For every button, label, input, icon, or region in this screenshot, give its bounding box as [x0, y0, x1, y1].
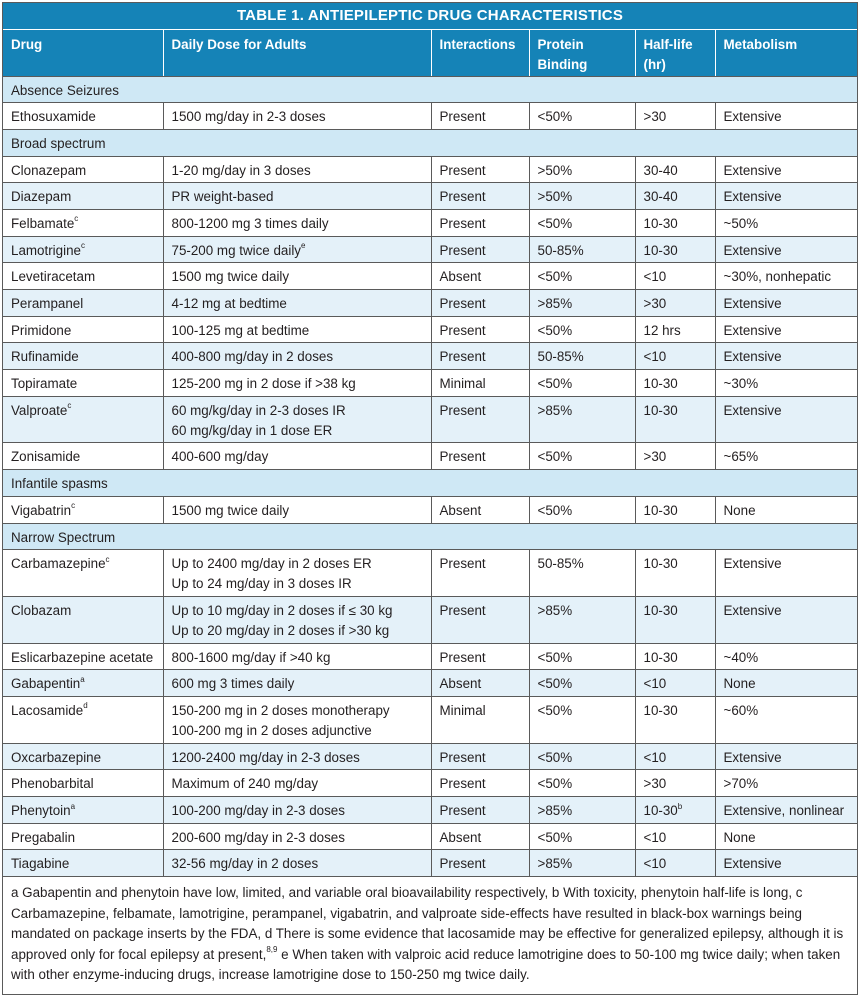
drug-cell	[3, 797, 163, 824]
column-header: Protein Binding	[529, 30, 635, 76]
half-life-value: 10-30	[643, 376, 678, 392]
dose-text: 600 mg 3 times daily	[171, 676, 295, 692]
interactions-cell: Present	[431, 290, 529, 317]
protein-binding-cell: 50-85%	[529, 343, 635, 370]
dose-footnote-marker: e	[301, 241, 306, 251]
metabolism-cell: None	[715, 496, 857, 523]
protein-binding-cell: <50%	[529, 443, 635, 470]
half-life-cell	[635, 370, 715, 397]
category-label: Narrow Spectrum	[3, 523, 857, 550]
half-life-cell	[635, 797, 715, 824]
table-row	[3, 183, 857, 210]
drug-name: Ethosuxamide	[11, 109, 96, 125]
drug-cell	[3, 550, 163, 597]
protein-binding-cell: <50%	[529, 670, 635, 697]
drug-name: Carbamazepine	[11, 556, 106, 572]
dose-cell	[163, 670, 431, 697]
dose-text: 1500 mg/day in 2-3 doses	[171, 109, 326, 125]
interactions-cell: Absent	[431, 670, 529, 697]
protein-binding-cell: <50%	[529, 496, 635, 523]
table-row	[3, 550, 857, 597]
dose-cell	[163, 183, 431, 210]
protein-binding-cell: <50%	[529, 643, 635, 670]
drug-name: Vigabatrin	[11, 502, 72, 518]
dose-text: Maximum of 240 mg/day	[171, 776, 319, 792]
protein-binding-cell: >85%	[529, 396, 635, 443]
half-life-cell	[635, 596, 715, 643]
dose-cell	[163, 396, 431, 443]
metabolism-cell: Extensive	[715, 596, 857, 643]
column-header: Drug	[3, 30, 163, 76]
half-life-value: 10-30	[643, 215, 678, 231]
half-life-cell	[635, 209, 715, 236]
half-life-value: <10	[643, 829, 667, 845]
drug-name: Rufinamide	[11, 349, 79, 365]
metabolism-cell: None	[715, 823, 857, 850]
metabolism-cell: None	[715, 670, 857, 697]
half-life-value: <10	[643, 349, 667, 365]
metabolism-cell: Extensive	[715, 236, 857, 263]
header-row	[3, 30, 857, 76]
protein-binding-cell: <50%	[529, 103, 635, 130]
metabolism-cell: ~40%	[715, 643, 857, 670]
protein-binding-cell: <50%	[529, 770, 635, 797]
half-life-value: >30	[643, 109, 667, 125]
drug-name: Perampanel	[11, 296, 84, 311]
dose-cell	[163, 443, 431, 470]
dose-text: 32-56 mg/day in 2 doses	[171, 856, 319, 872]
interactions-cell: Present	[431, 236, 529, 263]
half-life-value: >30	[643, 296, 667, 311]
dose-line	[172, 267, 431, 287]
drug-cell	[3, 596, 163, 643]
interactions-cell: Absent	[431, 496, 529, 523]
half-life-cell	[635, 316, 715, 343]
drug-cell	[3, 156, 163, 183]
half-life-cell	[635, 670, 715, 697]
drug-cell	[3, 263, 163, 290]
table-row	[3, 290, 857, 317]
protein-binding-cell: <50%	[529, 370, 635, 397]
dose-line	[172, 854, 431, 874]
table-body	[3, 76, 857, 877]
dose-text: 4-12 mg at bedtime	[171, 296, 287, 311]
dose-line	[172, 294, 431, 314]
drug-name: Pregabalin	[11, 829, 76, 845]
footnote-reference: 8,9	[266, 945, 278, 955]
dose-text: 1500 mg twice daily	[171, 269, 290, 285]
dose-text: 75-200 mg twice daily	[171, 242, 302, 258]
half-life-value: <10	[643, 269, 667, 285]
half-life-cell	[635, 696, 715, 743]
dose-line	[172, 374, 431, 394]
dose-cell	[163, 290, 431, 317]
interactions-cell: Minimal	[431, 370, 529, 397]
dose-line	[172, 107, 431, 127]
interactions-cell: Present	[431, 550, 529, 597]
table-row	[3, 209, 857, 236]
half-life-value: 10-30	[643, 702, 678, 718]
dose-line	[172, 674, 431, 694]
drug-cell	[3, 343, 163, 370]
drug-cell	[3, 370, 163, 397]
half-life-cell	[635, 743, 715, 770]
dose-cell	[163, 743, 431, 770]
protein-binding-cell: 50-85%	[529, 550, 635, 597]
table-row	[3, 743, 857, 770]
interactions-cell: Present	[431, 209, 529, 236]
protein-binding-cell: <50%	[529, 823, 635, 850]
half-life-cell	[635, 183, 715, 210]
drug-name: Felbamate	[11, 215, 75, 231]
dose-line	[172, 621, 431, 641]
drug-name: Clonazepam	[11, 162, 87, 178]
drug-footnote-marker: c	[105, 554, 110, 564]
half-life-value: 10-30	[643, 502, 678, 518]
dose-cell	[163, 103, 431, 130]
interactions-cell: Absent	[431, 823, 529, 850]
half-life-value: <10	[643, 856, 667, 872]
half-life-value: 10-30	[643, 556, 678, 572]
half-life-cell	[635, 823, 715, 850]
dose-text: PR weight-based	[171, 189, 274, 205]
metabolism-cell: Extensive	[715, 290, 857, 317]
metabolism-cell: ~30%	[715, 370, 857, 397]
category-row	[3, 76, 857, 103]
metabolism-cell: ~50%	[715, 209, 857, 236]
drug-name: Valproate	[11, 402, 68, 418]
dose-line	[172, 648, 431, 668]
half-life-cell	[635, 770, 715, 797]
dose-text: 125-200 mg in 2 dose if >38 kg	[171, 376, 356, 392]
drug-footnote-marker: c	[67, 401, 72, 411]
half-life-cell	[635, 290, 715, 317]
half-life-cell	[635, 550, 715, 597]
drug-name: Phenytoin	[11, 803, 71, 818]
protein-binding-cell: <50%	[529, 263, 635, 290]
dose-text: 100-200 mg in 2 doses adjunctive	[171, 722, 372, 738]
dose-line	[172, 801, 431, 821]
table-row	[3, 263, 857, 290]
drug-cell	[3, 236, 163, 263]
interactions-cell: Present	[431, 643, 529, 670]
drug-cell	[3, 823, 163, 850]
half-life-cell	[635, 236, 715, 263]
drug-cell	[3, 743, 163, 770]
half-life-value: >30	[643, 449, 667, 465]
dose-line	[172, 321, 431, 341]
drug-cell	[3, 103, 163, 130]
table-row	[3, 443, 857, 470]
metabolism-cell: Extensive	[715, 396, 857, 443]
drug-name: Tiagabine	[11, 856, 70, 872]
drug-name: Phenobarbital	[11, 776, 94, 792]
half-life-cell	[635, 343, 715, 370]
dose-text: 400-800 mg/day in 2 doses	[171, 349, 334, 365]
column-header: Metabolism	[715, 30, 857, 76]
dose-line	[172, 501, 431, 521]
dose-text: 1500 mg twice daily	[171, 502, 290, 518]
metabolism-cell: Extensive	[715, 103, 857, 130]
dose-cell	[163, 496, 431, 523]
table-row	[3, 596, 857, 643]
drug-cell	[3, 496, 163, 523]
dose-line	[172, 214, 431, 234]
protein-binding-cell: >50%	[529, 183, 635, 210]
dose-text: Up to 24 mg/day in 3 doses IR	[171, 576, 352, 592]
metabolism-cell: Extensive	[715, 316, 857, 343]
column-header: Half-life (hr)	[635, 30, 715, 76]
dose-cell	[163, 770, 431, 797]
table-row	[3, 770, 857, 797]
drug-cell	[3, 443, 163, 470]
half-life-value: 10-30	[643, 402, 678, 418]
dose-text: 100-200 mg/day in 2-3 doses	[171, 803, 345, 818]
half-life-cell	[635, 396, 715, 443]
drug-table-figure	[2, 2, 858, 995]
footnotes	[3, 877, 857, 986]
interactions-cell: Present	[431, 743, 529, 770]
dose-cell	[163, 263, 431, 290]
dose-line	[172, 421, 431, 441]
drug-footnote-marker: c	[74, 214, 79, 224]
dose-line	[172, 828, 431, 848]
dose-line	[172, 241, 431, 261]
drug-footnote-marker: d	[83, 701, 88, 711]
footnote-text: a Gabapentin and phenytoin have low, limited, and variable oral bioavailability respectively, b With toxicity, phenytoin half-life is long, c Carbamazepine, felbamate, lamotrigine, perampanel, vigabatrin, and valproate side-effects have resulted in black-box warnings being mandated on package inserts by the FDA, d There is some evidence that lacosamide may be effective for generalized epilepsy, although it is approved only for focal epilepsy at present,	[11, 885, 844, 962]
dose-cell	[163, 643, 431, 670]
drug-cell	[3, 396, 163, 443]
interactions-cell: Present	[431, 156, 529, 183]
table-row	[3, 696, 857, 743]
dose-text: 60 mg/kg/day in 1 dose ER	[171, 422, 333, 438]
dose-text: 150-200 mg in 2 doses monotherapy	[171, 702, 390, 718]
dose-line	[172, 574, 431, 594]
metabolism-cell: Extensive	[715, 343, 857, 370]
dose-cell	[163, 850, 431, 877]
dose-text: 800-1600 mg/day if >40 kg	[171, 649, 331, 665]
dose-text: 60 mg/kg/day in 2-3 doses IR	[171, 402, 346, 418]
metabolism-cell: Extensive	[715, 743, 857, 770]
dose-line	[172, 447, 431, 467]
metabolism-cell: >70%	[715, 770, 857, 797]
metabolism-cell: Extensive	[715, 183, 857, 210]
dose-line	[172, 748, 431, 768]
interactions-cell: Present	[431, 596, 529, 643]
half-life-value: 30-40	[643, 189, 678, 205]
drug-name: Eslicarbazepine acetate	[11, 649, 154, 665]
dose-line	[172, 601, 431, 621]
table-row	[3, 396, 857, 443]
interactions-cell: Present	[431, 770, 529, 797]
dose-cell	[163, 156, 431, 183]
half-life-value: 10-30	[643, 649, 678, 665]
metabolism-cell: Extensive, nonlinear	[715, 797, 857, 824]
protein-binding-cell: >85%	[529, 797, 635, 824]
dose-text: 100-125 mg at bedtime	[171, 322, 310, 338]
dose-line	[172, 701, 431, 721]
category-label: Absence Seizures	[3, 76, 857, 103]
drug-cell	[3, 290, 163, 317]
half-life-cell	[635, 850, 715, 877]
table-row	[3, 103, 857, 130]
table-row	[3, 236, 857, 263]
table-row	[3, 316, 857, 343]
drug-name: Gabapentin	[11, 676, 81, 692]
interactions-cell: Present	[431, 396, 529, 443]
table-row	[3, 850, 857, 877]
dose-cell	[163, 236, 431, 263]
protein-binding-cell: 50-85%	[529, 236, 635, 263]
interactions-cell: Present	[431, 183, 529, 210]
dose-line	[172, 161, 431, 181]
dose-text: 200-600 mg/day in 2-3 doses	[171, 829, 345, 845]
interactions-cell: Present	[431, 103, 529, 130]
drug-footnote-marker: c	[71, 501, 76, 511]
half-life-value: 12 hrs	[643, 322, 681, 338]
dose-cell	[163, 316, 431, 343]
column-header: Daily Dose for Adults	[163, 30, 431, 76]
half-life-value: >30	[643, 776, 667, 792]
footnote-text-continued: e When taken with valproic acid reduce lamotrigine does to 50-100 mg twice daily; when taken with other enzyme-inducing drugs, increase lamotrigine dose to 150-250 mg twice daily.	[11, 946, 841, 983]
table-row	[3, 643, 857, 670]
protein-binding-cell: >85%	[529, 850, 635, 877]
half-life-cell	[635, 496, 715, 523]
protein-binding-cell: <50%	[529, 316, 635, 343]
table-row	[3, 670, 857, 697]
drug-name: Oxcarbazepine	[11, 749, 102, 765]
half-life-value: <10	[643, 676, 667, 692]
half-life-value: 30-40	[643, 162, 678, 178]
dose-cell	[163, 370, 431, 397]
drug-name: Primidone	[11, 322, 72, 338]
metabolism-cell: Extensive	[715, 550, 857, 597]
half-life-value: 10-30	[643, 803, 678, 818]
drug-footnote-marker: a	[80, 674, 85, 684]
protein-binding-cell: >85%	[529, 290, 635, 317]
interactions-cell: Present	[431, 850, 529, 877]
protein-binding-cell: >50%	[529, 156, 635, 183]
dose-cell	[163, 696, 431, 743]
metabolism-cell: ~65%	[715, 443, 857, 470]
table-row	[3, 823, 857, 850]
metabolism-cell: Extensive	[715, 850, 857, 877]
dose-cell	[163, 823, 431, 850]
half-life-cell	[635, 103, 715, 130]
drug-name: Clobazam	[11, 602, 72, 618]
table-row	[3, 343, 857, 370]
drug-cell	[3, 209, 163, 236]
drug-name: Zonisamide	[11, 449, 81, 465]
dose-text: Up to 20 mg/day in 2 doses if >30 kg	[171, 622, 390, 638]
half-life-cell	[635, 263, 715, 290]
category-label: Infantile spasms	[3, 470, 857, 497]
dose-line	[172, 554, 431, 574]
dose-line	[172, 347, 431, 367]
interactions-cell: Absent	[431, 263, 529, 290]
dose-text: Up to 10 mg/day in 2 doses if ≤ 30 kg	[171, 602, 393, 618]
half-life-cell	[635, 156, 715, 183]
half-life-footnote-marker: b	[677, 801, 683, 811]
half-life-cell	[635, 643, 715, 670]
dose-cell	[163, 550, 431, 597]
dose-line	[172, 401, 431, 421]
category-label: Broad spectrum	[3, 129, 857, 156]
table-title: TABLE 1. ANTIEPILEPTIC DRUG CHARACTERISTICS	[3, 3, 857, 30]
half-life-value: <10	[643, 749, 667, 765]
table-row	[3, 797, 857, 824]
dose-cell	[163, 797, 431, 824]
drug-footnote-marker: a	[70, 801, 76, 811]
dose-text: 1200-2400 mg/day in 2-3 doses	[171, 749, 360, 765]
half-life-cell	[635, 443, 715, 470]
protein-binding-cell: >85%	[529, 596, 635, 643]
interactions-cell: Present	[431, 343, 529, 370]
dose-cell	[163, 596, 431, 643]
dose-line	[172, 187, 431, 207]
drug-name: Topiramate	[11, 376, 78, 392]
category-row	[3, 129, 857, 156]
interactions-cell: Minimal	[431, 696, 529, 743]
table-row	[3, 370, 857, 397]
metabolism-cell: ~60%	[715, 696, 857, 743]
column-header: Interactions	[431, 30, 529, 76]
protein-binding-cell: <50%	[529, 209, 635, 236]
drug-footnote-marker: c	[80, 241, 85, 251]
half-life-value: 10-30	[643, 242, 678, 258]
table-row	[3, 156, 857, 183]
drug-cell	[3, 316, 163, 343]
drug-table	[3, 30, 857, 877]
interactions-cell: Present	[431, 443, 529, 470]
dose-cell	[163, 343, 431, 370]
metabolism-cell: Extensive	[715, 156, 857, 183]
dose-text: 400-600 mg/day	[171, 449, 269, 465]
dose-cell	[163, 209, 431, 236]
drug-cell	[3, 183, 163, 210]
dose-text: 800-1200 mg 3 times daily	[171, 215, 329, 231]
interactions-cell: Present	[431, 797, 529, 824]
drug-cell	[3, 850, 163, 877]
drug-name: Lacosamide	[11, 702, 84, 718]
dose-line	[172, 721, 431, 741]
half-life-value: 10-30	[643, 602, 678, 618]
dose-line	[172, 774, 431, 794]
drug-name: Levetiracetam	[11, 269, 96, 285]
dose-text: Up to 2400 mg/day in 2 doses ER	[171, 556, 372, 572]
drug-cell	[3, 696, 163, 743]
protein-binding-cell: <50%	[529, 696, 635, 743]
category-row	[3, 523, 857, 550]
protein-binding-cell: <50%	[529, 743, 635, 770]
category-row	[3, 470, 857, 497]
dose-text: 1-20 mg/day in 3 doses	[171, 162, 311, 178]
table-row	[3, 496, 857, 523]
drug-cell	[3, 770, 163, 797]
drug-name: Lamotrigine	[11, 242, 81, 258]
interactions-cell: Present	[431, 316, 529, 343]
drug-cell	[3, 643, 163, 670]
drug-cell	[3, 670, 163, 697]
drug-name: Diazepam	[11, 189, 72, 205]
metabolism-cell: ~30%, nonhepatic	[715, 263, 857, 290]
